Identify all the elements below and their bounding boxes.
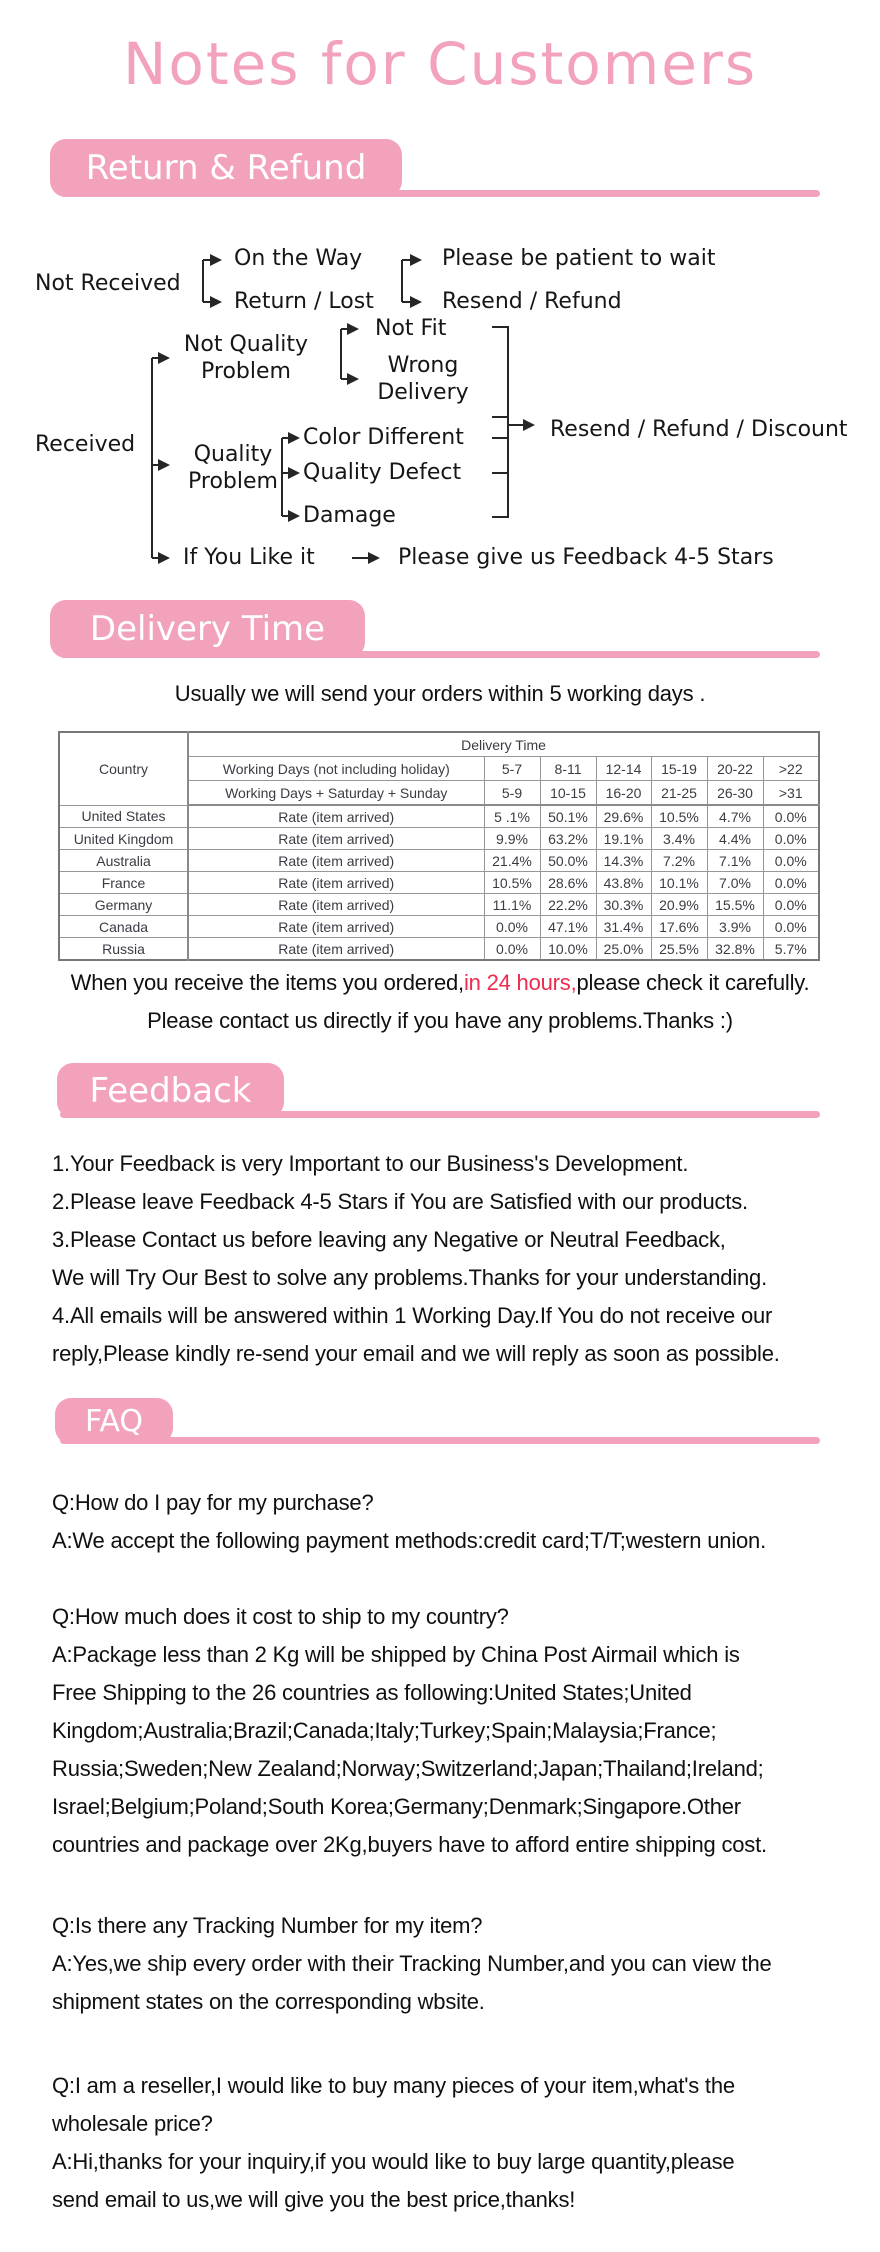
section-title-feedback: Feedback [89, 1070, 252, 1111]
faq-line: Israel;Belgium;Poland;South Korea;Germany;Denmark;Singapore.Other [52, 1794, 741, 1819]
table-cell: 0.0% [763, 805, 819, 828]
table-cell-country: Germany [59, 894, 188, 916]
table-cell-country: Russia [59, 938, 188, 961]
table-cell-country: Canada [59, 916, 188, 938]
flow-label-wrong-delivery [368, 352, 478, 406]
faq-line: Q:How do I pay for my purchase? [52, 1490, 374, 1515]
faq-block-tracking [52, 1907, 772, 2021]
table-cell: >31 [763, 781, 819, 806]
section-title-faq: FAQ [84, 1403, 144, 1439]
flow-label-be-patient: Please be patient to wait [442, 246, 716, 271]
section-title-delivery: Delivery Time [89, 609, 326, 649]
table-cell: 32.8% [707, 938, 763, 961]
table-cell: 10.1% [651, 872, 707, 894]
table-cell: 0.0% [763, 828, 819, 850]
section-header-feedback [57, 1063, 284, 1118]
table-cell: 4.7% [707, 805, 763, 828]
flow-label-resend-refund-discount: Resend / Refund / Discount [550, 417, 848, 442]
faq-line: A:We accept the following payment methods:credit card;T/T;western union. [52, 1528, 766, 1553]
flow-label-line: Delivery [377, 380, 469, 405]
table-row [59, 916, 819, 938]
table-cell: 5-9 [484, 781, 540, 806]
note-text: When you receive the items you ordered, [70, 970, 464, 995]
table-group-header: Delivery Time [188, 732, 819, 757]
table-cell: 17.6% [651, 916, 707, 938]
table-cell: 9.9% [484, 828, 540, 850]
table-cell: Working Days + Saturday + Sunday [188, 781, 484, 806]
feedback-line: 4.All emails will be answered within 1 Working Day.If You do not receive our [52, 1303, 773, 1328]
flow-label-damage: Damage [303, 503, 396, 528]
page-title: Notes for Customers [122, 30, 758, 98]
faq-line: A:Yes,we ship every order with their Tracking Number,and you can view the [52, 1951, 772, 1976]
faq-line: A:Hi,thanks for your inquiry,if you would like to buy large quantity,please [52, 2149, 735, 2174]
table-cell: Working Days (not including holiday) [188, 757, 484, 781]
feedback-line: We will Try Our Best to solve any problems.Thanks for your understanding. [52, 1265, 767, 1290]
table-cell: 10.0% [540, 938, 596, 961]
table-cell: 25.0% [596, 938, 651, 961]
table-cell: 30.3% [596, 894, 651, 916]
flow-label-if-you-like-it: If You Like it [183, 545, 315, 570]
flow-label-resend-refund: Resend / Refund [442, 289, 622, 314]
flow-label-not-quality-problem [180, 331, 312, 385]
table-cell: 7.2% [651, 850, 707, 872]
flow-label-return-lost: Return / Lost [234, 289, 374, 314]
table-cell: 21-25 [651, 781, 707, 806]
table-cell: 5.7% [763, 938, 819, 961]
table-cell-country: United Kingdom [59, 828, 188, 850]
flow-label-not-fit: Not Fit [375, 316, 447, 341]
table-cell-country: France [59, 872, 188, 894]
faq-line: send email to us,we will give you the best price,thanks! [52, 2187, 576, 2212]
feedback-line: reply,Please kindly re-send your email and we will reply as soon as possible. [52, 1341, 780, 1366]
check-note-line1 [0, 970, 880, 996]
table-cell: 3.9% [707, 916, 763, 938]
collector-bracket [492, 327, 508, 517]
return-refund-flowchart [0, 240, 880, 580]
table-corner-header: Country [59, 732, 188, 805]
note-text: please check it carefully. [576, 970, 810, 995]
flow-label-feedback-stars: Please give us Feedback 4-5 Stars [398, 545, 774, 570]
table-cell: 63.2% [540, 828, 596, 850]
table-cell: 3.4% [651, 828, 707, 850]
table-row [59, 732, 819, 757]
table-cell: 0.0% [763, 916, 819, 938]
table-cell: 5 .1% [484, 805, 540, 828]
table-row [59, 805, 819, 828]
flow-label-line: Wrong [387, 353, 459, 378]
table-cell: 16-20 [596, 781, 651, 806]
flow-label-line: Problem [201, 359, 291, 384]
flow-label-received: Received [35, 432, 136, 457]
table-cell: 15.5% [707, 894, 763, 916]
table-cell: 19.1% [596, 828, 651, 850]
faq-line: countries and package over 2Kg,buyers have to afford entire shipping cost. [52, 1832, 767, 1857]
note-text-highlight: in 24 hours, [463, 970, 577, 995]
table-cell: 0.0% [484, 916, 540, 938]
section-title-return-refund: Return & Refund [85, 148, 367, 188]
table-cell: 25.5% [651, 938, 707, 961]
table-row [59, 894, 819, 916]
faq-line: wholesale price? [52, 2111, 213, 2136]
table-cell: 10.5% [484, 872, 540, 894]
flow-label-on-the-way: On the Way [234, 246, 363, 271]
table-cell: 7.0% [707, 872, 763, 894]
faq-line: Q:How much does it cost to ship to my country? [52, 1604, 509, 1629]
table-cell: 10.5% [651, 805, 707, 828]
faq-block-shipping-cost [52, 1598, 767, 1864]
feedback-line: 2.Please leave Feedback 4-5 Stars if You are Satisfied with our products. [52, 1189, 748, 1214]
table-cell: 22.2% [540, 894, 596, 916]
table-cell: 0.0% [763, 894, 819, 916]
table-cell: 50.0% [540, 850, 596, 872]
table-cell: 29.6% [596, 805, 651, 828]
section-header-return-refund [50, 139, 402, 197]
delivery-table [58, 731, 820, 961]
section-header-delivery [50, 600, 365, 658]
check-note-line2: Please contact us directly if you have any problems.Thanks :) [147, 1008, 733, 1033]
table-cell: Rate (item arrived) [188, 938, 484, 961]
table-cell: 28.6% [540, 872, 596, 894]
table-row [59, 828, 819, 850]
section-underline-faq [60, 1437, 820, 1444]
delivery-intro-text: Usually we will send your orders within 5 working days . [174, 681, 706, 706]
faq-line: Free Shipping to the 26 countries as following:United States;United [52, 1680, 692, 1705]
flow-label-quality-problem [178, 441, 288, 495]
flow-label-color-different: Color Different [303, 425, 464, 450]
faq-block-payment [52, 1484, 766, 1560]
table-cell: 14.3% [596, 850, 651, 872]
table-cell: 0.0% [484, 938, 540, 961]
flow-label-line: Problem [188, 469, 278, 494]
table-cell: 12-14 [596, 757, 651, 781]
feedback-line: 1.Your Feedback is very Important to our Business's Development. [52, 1151, 689, 1176]
faq-line: A:Package less than 2 Kg will be shipped by China Post Airmail which is [52, 1642, 740, 1667]
table-cell: 43.8% [596, 872, 651, 894]
flow-label-line: Not Quality [183, 332, 309, 357]
table-row [59, 938, 819, 961]
table-cell: Rate (item arrived) [188, 828, 484, 850]
flow-label-not-received: Not Received [35, 271, 181, 296]
faq-line: Q:I am a reseller,I would like to buy many pieces of your item,what's the [52, 2073, 735, 2098]
feedback-line: 3.Please Contact us before leaving any Negative or Neutral Feedback, [52, 1227, 726, 1252]
table-cell: 11.1% [484, 894, 540, 916]
table-cell: 20.9% [651, 894, 707, 916]
table-cell: Rate (item arrived) [188, 916, 484, 938]
table-cell: 5-7 [484, 757, 540, 781]
table-cell: 0.0% [763, 850, 819, 872]
table-row [59, 850, 819, 872]
table-cell: 7.1% [707, 850, 763, 872]
flow-label-line: Quality [193, 442, 273, 467]
table-cell-country: Australia [59, 850, 188, 872]
feedback-paragraph [52, 1145, 780, 1373]
table-cell-country: United States [59, 805, 188, 828]
table-cell: Rate (item arrived) [188, 894, 484, 916]
flow-label-quality-defect: Quality Defect [303, 460, 462, 485]
table-cell: 20-22 [707, 757, 763, 781]
faq-line: Russia;Sweden;New Zealand;Norway;Switzerland;Japan;Thailand;Ireland; [52, 1756, 764, 1781]
table-cell: 31.4% [596, 916, 651, 938]
faq-line: Kingdom;Australia;Brazil;Canada;Italy;Turkey;Spain;Malaysia;France; [52, 1718, 717, 1743]
table-cell: 50.1% [540, 805, 596, 828]
table-cell: 10-15 [540, 781, 596, 806]
table-cell: 26-30 [707, 781, 763, 806]
section-header-faq [55, 1398, 173, 1444]
faq-line: Q:Is there any Tracking Number for my item? [52, 1913, 483, 1938]
table-cell: 21.4% [484, 850, 540, 872]
faq-line: shipment states on the corresponding wbsite. [52, 1989, 485, 2014]
table-cell: 8-11 [540, 757, 596, 781]
table-cell: 4.4% [707, 828, 763, 850]
table-cell: 15-19 [651, 757, 707, 781]
table-cell: Rate (item arrived) [188, 805, 484, 828]
table-cell: >22 [763, 757, 819, 781]
table-row [59, 872, 819, 894]
table-cell: Rate (item arrived) [188, 872, 484, 894]
faq-block-wholesale [52, 2067, 735, 2219]
table-cell: 0.0% [763, 872, 819, 894]
table-cell: Rate (item arrived) [188, 850, 484, 872]
table-cell: 47.1% [540, 916, 596, 938]
